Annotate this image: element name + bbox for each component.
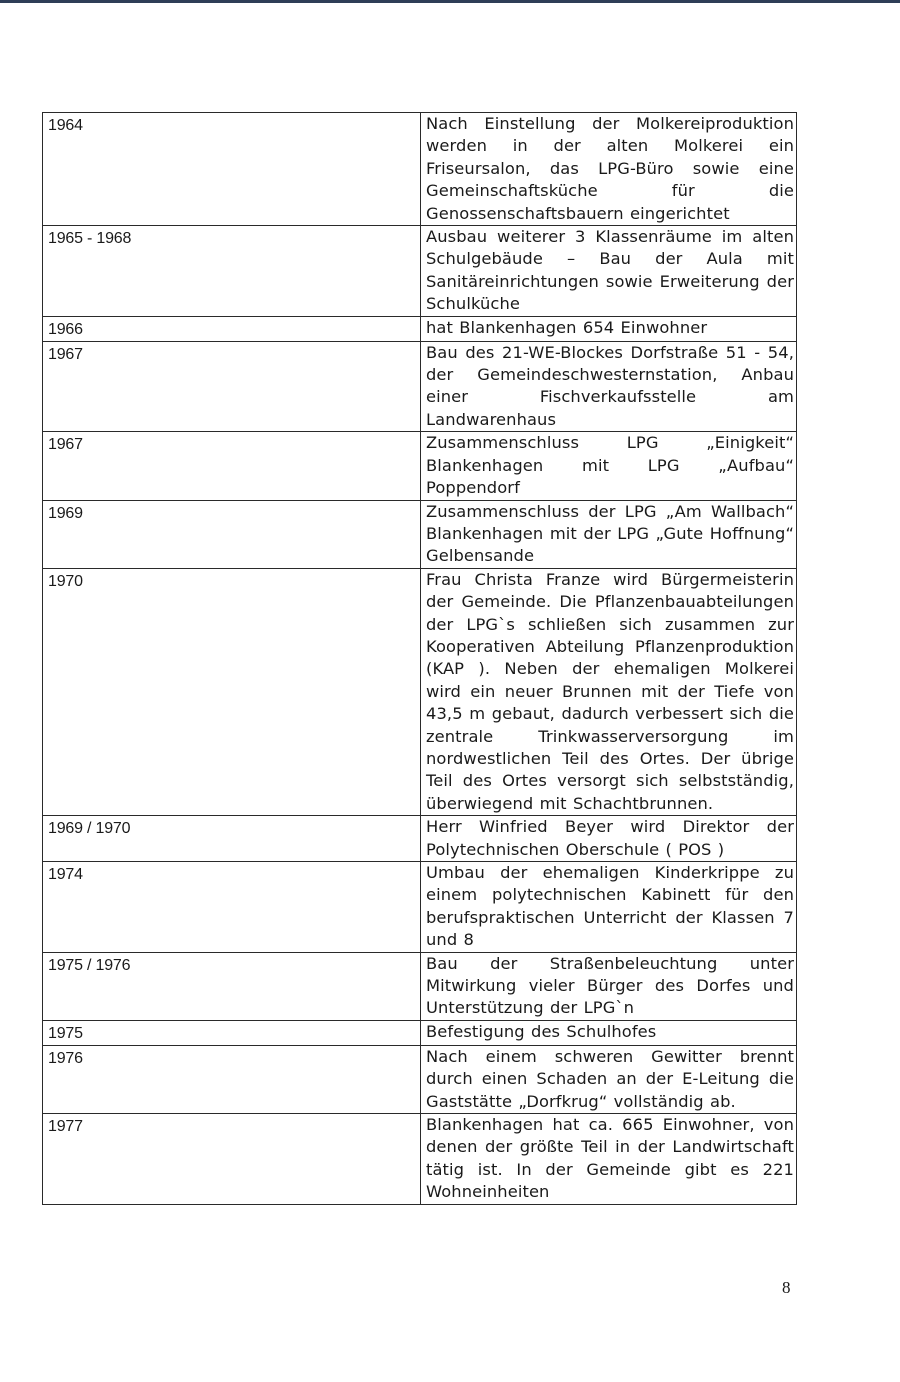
year-cell: 1967 (43, 341, 421, 432)
year-cell: 1969 / 1970 (43, 816, 421, 862)
year-cell: 1975 / 1976 (43, 952, 421, 1020)
year-cell: 1974 (43, 862, 421, 953)
event-cell: Nach Einstellung der Molkereiproduktion werden in der alten Molkerei ein Friseursalon, das LPG-Büro sowie eine Gemeinschaftsküche für die Genossenschaftsbauern eingerichtet (421, 113, 797, 226)
table-row (43, 952, 797, 1020)
year-cell: 1964 (43, 113, 421, 226)
table-row (43, 316, 797, 341)
chronicle-table (42, 112, 797, 1205)
event-cell: hat Blankenhagen 654 Einwohner (421, 316, 797, 341)
event-cell: Nach einem schweren Gewitter brennt durch einen Schaden an der E-Leitung die Gaststätte „Dorfkrug“ vollständig ab. (421, 1045, 797, 1113)
table-row (43, 113, 797, 226)
table-row (43, 341, 797, 432)
table-row (43, 500, 797, 568)
table-row (43, 816, 797, 862)
year-cell: 1965 - 1968 (43, 226, 421, 317)
table-row (43, 568, 797, 815)
event-cell: Umbau der ehemaligen Kinderkrippe zu einem polytechnischen Kabinett für den berufspraktischen Unterricht der Klassen 7 und 8 (421, 862, 797, 953)
event-cell: Zusammenschluss LPG „Einigkeit“ Blankenhagen mit LPG „Aufbau“ Poppendorf (421, 432, 797, 500)
event-cell: Bau der Straßenbeleuchtung unter Mitwirkung vieler Bürger des Dorfes und Unterstützung der LPG`n (421, 952, 797, 1020)
event-cell: Herr Winfried Beyer wird Direktor der Polytechnischen Oberschule ( POS ) (421, 816, 797, 862)
table-row (43, 1020, 797, 1045)
event-cell: Blankenhagen hat ca. 665 Einwohner, von denen der größte Teil in der Landwirtschaft tätig ist. In der Gemeinde gibt es 221 Wohneinheiten (421, 1114, 797, 1205)
year-cell: 1970 (43, 568, 421, 815)
page-number: 8 (782, 1278, 791, 1297)
event-cell: Ausbau weiterer 3 Klassenräume im alten Schulgebäude – Bau der Aula mit Sanitäreinrichtungen sowie Erweiterung der Schulküche (421, 226, 797, 317)
table-row (43, 226, 797, 317)
table-row (43, 1114, 797, 1205)
event-cell: Frau Christa Franze wird Bürgermeisterin der Gemeinde. Die Pflanzenbauabteilungen der LPG`s schließen sich zusammen zur Kooperativen Abteilung Pflanzenproduktion (KAP ). Neben der ehemaligen Molkerei wird ein neuer Brunnen mit der Tiefe von 43,5 m gebaut, dadurch verbessert sich die zentrale Trinkwasserversorgung im nordwestlichen Teil des Ortes. Der übrige Teil des Ortes versorgt sich selbstständig, überwiegend mit Schachtbrunnen. (421, 568, 797, 815)
scan-top-edge (0, 0, 900, 3)
year-cell: 1976 (43, 1045, 421, 1113)
year-cell: 1969 (43, 500, 421, 568)
year-cell: 1975 (43, 1020, 421, 1045)
event-cell: Befestigung des Schulhofes (421, 1020, 797, 1045)
table-row (43, 432, 797, 500)
year-cell: 1967 (43, 432, 421, 500)
table-row (43, 862, 797, 953)
event-cell: Bau des 21-WE-Blockes Dorfstraße 51 - 54, der Gemeindeschwesternstation, Anbau einer Fischverkaufsstelle am Landwarenhaus (421, 341, 797, 432)
event-cell: Zusammenschluss der LPG „Am Wallbach“ Blankenhagen mit der LPG „Gute Hoffnung“ Gelbensande (421, 500, 797, 568)
year-cell: 1977 (43, 1114, 421, 1205)
table-row (43, 1045, 797, 1113)
year-cell: 1966 (43, 316, 421, 341)
